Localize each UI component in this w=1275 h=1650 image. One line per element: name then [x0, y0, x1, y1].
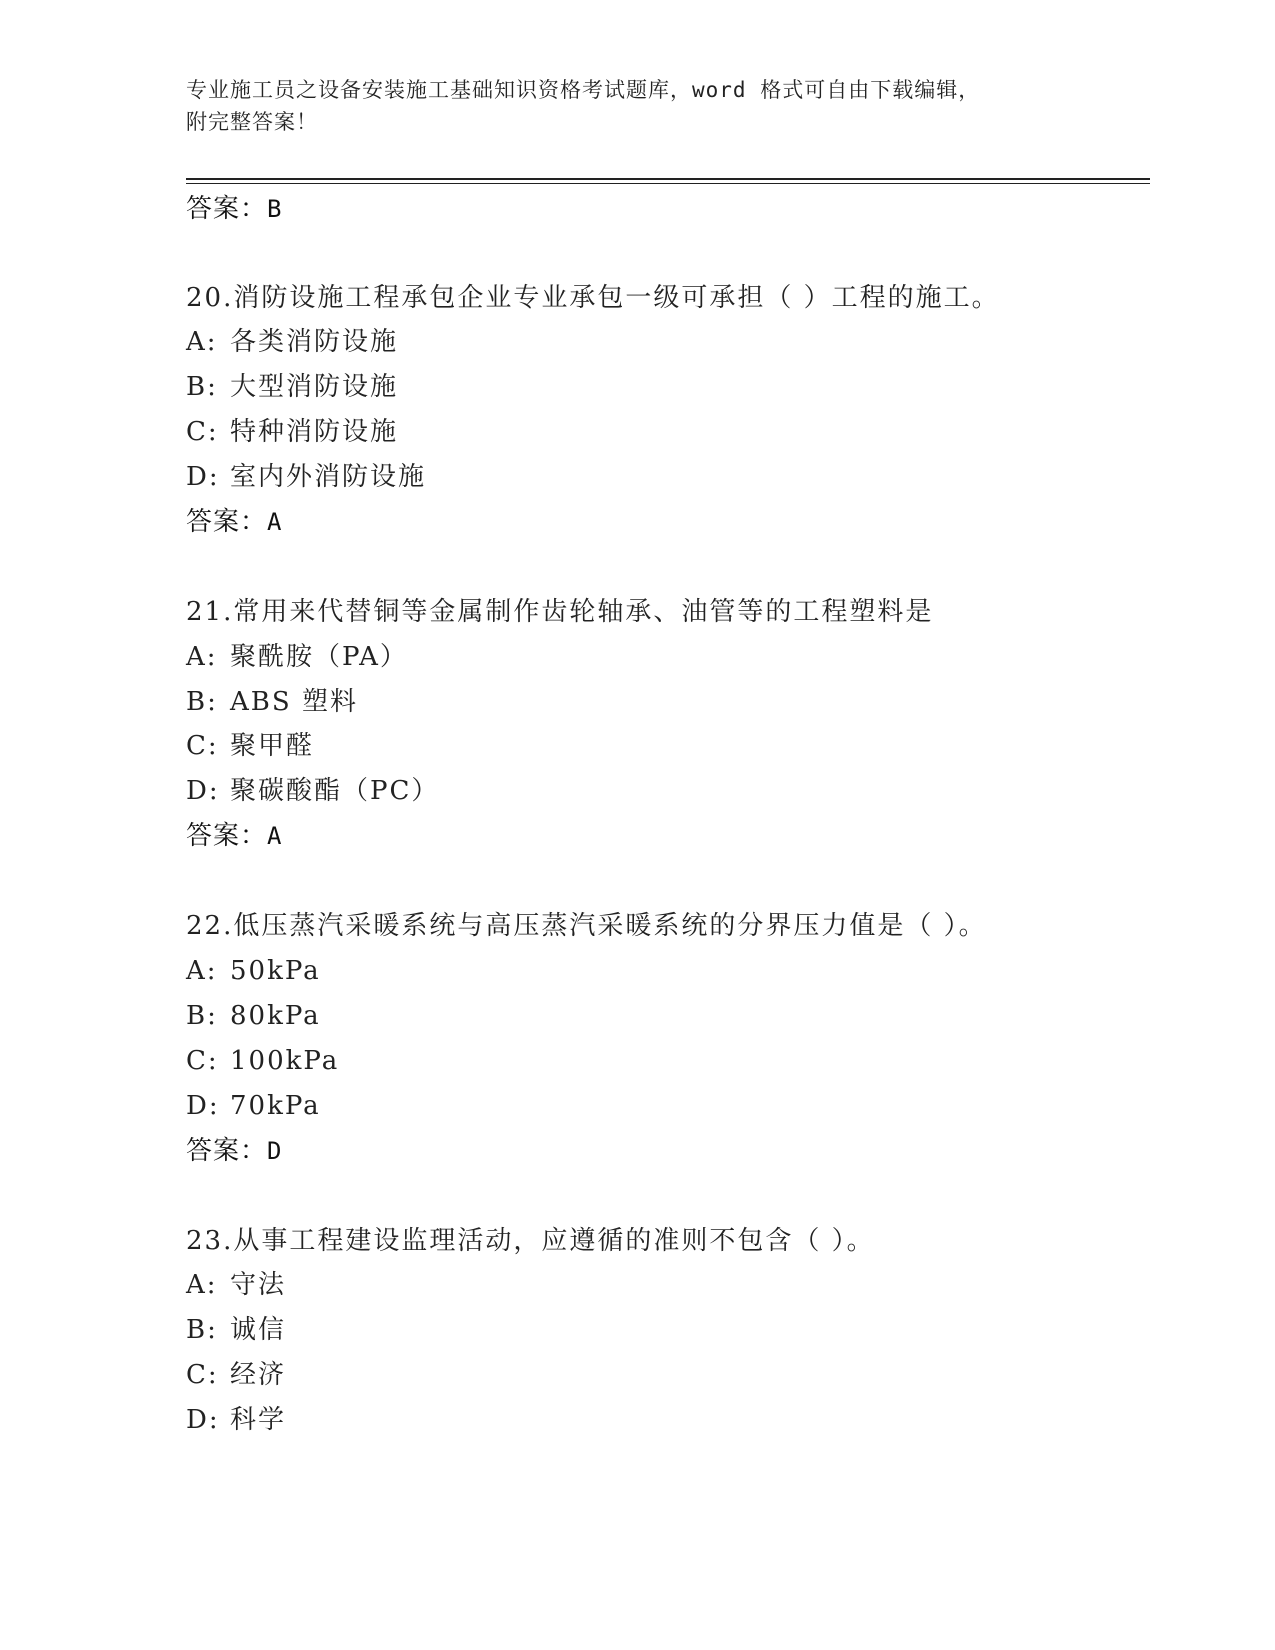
- header-divider: [186, 178, 1150, 180]
- option-22-d: [186, 1088, 321, 1124]
- answer-label: 答案：: [186, 821, 268, 851]
- answer-label: 答案：: [186, 194, 268, 224]
- answer-value: A: [267, 822, 283, 850]
- question-20: 20.消防设施工程承包企业专业承包一级可承担（ ）工程的施工。: [186, 283, 1000, 313]
- option-letter: C:: [186, 417, 219, 447]
- option-letter: B:: [186, 1001, 218, 1031]
- option-21-c: [186, 728, 314, 764]
- option-letter: A:: [186, 956, 218, 986]
- answer-value: A: [267, 508, 283, 536]
- option-letter: D:: [186, 776, 220, 806]
- option-text: 经济: [230, 1360, 287, 1390]
- option-text: 诚信: [230, 1315, 287, 1345]
- option-23-b: [186, 1312, 286, 1348]
- question-22: 22.低压蒸汽采暖系统与高压蒸汽采暖系统的分界压力值是（ ）。: [186, 911, 987, 941]
- answer-value: D: [267, 1137, 283, 1165]
- option-text: 室内外消防设施: [230, 462, 427, 492]
- option-21-b: [186, 684, 358, 720]
- option-letter: B:: [186, 372, 218, 402]
- answer-line-22: [186, 1133, 282, 1169]
- option-letter: A:: [186, 1270, 218, 1300]
- option-22-b: [186, 998, 321, 1034]
- option-letter: D:: [186, 462, 220, 492]
- option-text: 100kPa: [230, 1046, 340, 1076]
- answer-line-prev: [186, 191, 282, 227]
- answer-label: 答案：: [186, 1136, 268, 1166]
- option-22-a: [186, 953, 321, 989]
- answer-value: B: [267, 195, 283, 223]
- option-letter: A:: [186, 327, 218, 357]
- option-letter: C:: [186, 731, 219, 761]
- option-text: 聚甲醛: [230, 731, 315, 761]
- option-letter: C:: [186, 1360, 219, 1390]
- header-line-1: 专业施工员之设备安装施工基础知识资格考试题库，word 格式可自由下载编辑，: [186, 78, 981, 102]
- option-text: 聚碳酸酯（PC）: [230, 776, 440, 806]
- option-20-b: [186, 369, 398, 405]
- option-21-d: [186, 773, 439, 809]
- option-20-c: [186, 414, 398, 450]
- option-21-a: [186, 639, 408, 675]
- question-23: 23.从事工程建设监理活动，应遵循的准则不包含（ ）。: [186, 1226, 875, 1256]
- option-text: 各类消防设施: [230, 327, 399, 357]
- option-22-c: [186, 1043, 339, 1079]
- option-letter: B:: [186, 1315, 218, 1345]
- option-letter: B:: [186, 687, 218, 717]
- option-letter: A:: [186, 642, 218, 672]
- option-text: 70kPa: [230, 1091, 321, 1121]
- option-23-a: [186, 1267, 286, 1303]
- option-text: 大型消防设施: [230, 372, 399, 402]
- document-header: [186, 74, 1086, 138]
- option-20-a: [186, 324, 398, 360]
- option-text: 50kPa: [230, 956, 321, 986]
- option-text: 聚酰胺（PA）: [230, 642, 408, 672]
- option-23-d: [186, 1402, 286, 1438]
- option-text: 特种消防设施: [230, 417, 399, 447]
- option-20-d: [186, 459, 426, 495]
- option-letter: D:: [186, 1405, 220, 1435]
- header-line-2: 附完整答案！: [186, 110, 318, 134]
- question-21: 21.常用来代替铜等金属制作齿轮轴承、油管等的工程塑料是: [186, 597, 934, 627]
- answer-line-21: [186, 818, 282, 854]
- option-text: ABS 塑料: [230, 687, 358, 717]
- answer-line-20: [186, 504, 282, 540]
- option-text: 守法: [230, 1270, 287, 1300]
- header-divider-thin: [186, 183, 1150, 184]
- option-letter: D:: [186, 1091, 220, 1121]
- option-text: 80kPa: [230, 1001, 321, 1031]
- answer-label: 答案：: [186, 507, 268, 537]
- option-letter: C:: [186, 1046, 219, 1076]
- option-23-c: [186, 1357, 286, 1393]
- option-text: 科学: [230, 1405, 287, 1435]
